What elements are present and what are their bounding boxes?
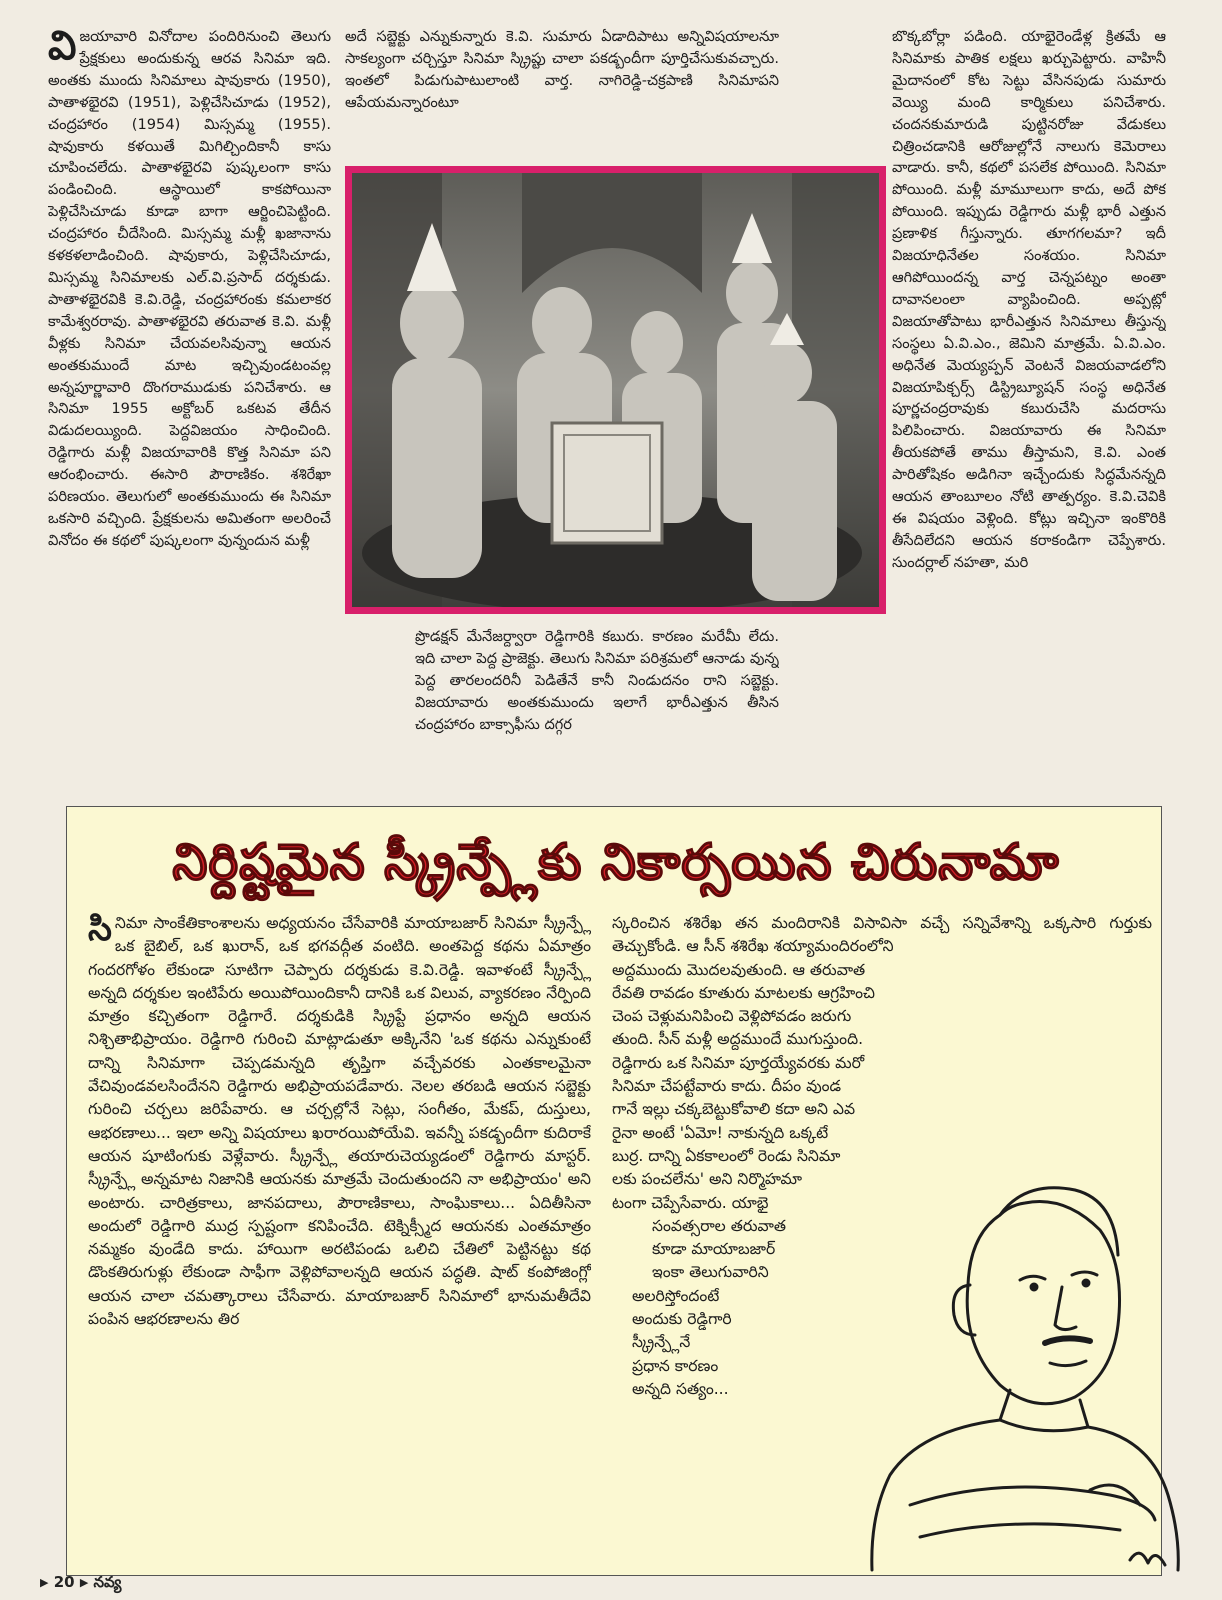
feature-column-left (88, 912, 591, 1562)
article-paragraph: బొక్కబోర్లా పడింది. యాభైరెండేళ్ల క్రితమే ఆ సినిమాకు పాతిక లక్షలు ఖర్చుపెట్టారు. వాహినీ మైదానంలో కోట సెట్టు వేసినపుడు సుమారు వెయ్యి మంది కార్మికులు పనిచేశారు. చందనకుమారుడి పుట్టినరోజు వేడుకలు చిత్రించడానికి ఆరోజుల్లోనే నాలుగు కెమెరాలు వాడారు. కానీ, కథలో పసలేక పోయింది. సినిమా పోయింది. మళ్లీ మామూలుగా కాదు, అదే పోక పోయింది. ఇప్పుడు రెడ్డిగారు మళ్లీ భారీ ఎత్తున ప్రణాళిక గీస్తున్నారు. తూగగలమా? ఇదీ విజయాధినేతల సంశయం. సినిమా ఆగిపోయిందన్న వార్త చెన్నపట్నం అంతా దావానలంలా వ్యాపించింది. అప్పట్లో విజయాతోపాటు భారీఎత్తున సినిమాలు తీస్తున్న సంస్థలు ఏ.వి.ఎం., జెమిని మాత్రమే. ఏ.వి.ఎం. అధినేత మెయ్యప్పన్ వెంటనే విజయవాడలోని విజయాపిక్చర్స్ డిస్ట్రిబ్యూషన్ సంస్థ అధినేత పూర్ణచంద్రరావుకు కబురుచేసి మదరాసు పిలిపించారు. విజయావారు ఈ సినిమా తీయకపోతే తాము తీస్తామని, కె.వి. ఎంత పారితోషికం అడిగినా ఇచ్చేందుకు సిద్ధమేనన్నది ఆయన తాంబూలం నోటి తాత్పర్యం. కె.వి.చెవికి ఈ విషయం వెళ్లింది. కోట్లు ఇచ్చినా ఇంకొరికి తీసేదిలేదని ఆయన కరాకండిగా చెప్పేశారు. సుందర్లాల్ నహతా, మరి (892, 28, 1166, 571)
feature-line: తుంది. సీన్ మళ్లీ అద్దముందే ముగుస్తుంది. (612, 1030, 864, 1049)
feature-line: అందుకు రెడ్డిగారి (632, 1310, 732, 1329)
feature-line: గానే ఇల్లు చక్కబెట్టుకోవాలి కదా అని ఎవ (612, 1100, 856, 1119)
feature-line: ప్రధాన కారణం (632, 1356, 719, 1375)
film-still-image (352, 173, 879, 607)
feature-headline: నిర్దిష్టమైన స్క్రీన్ప్లేకు నికార్సయిన చిరునామా (172, 833, 1060, 891)
feature-paragraph: నిమా సాంకేతికాంశాలను అధ్యయనం చేసేవారికి మాయాబజార్ సినిమా స్క్రీన్ప్లే ఒక బైబిల్, ఒక ఖురాన్, ఒక భగవద్గీత వంటిది. అంతపెద్ద కథను ఏమాత్రం గందరగోళం లేకుండా సూటిగా చెప్పారు దర్శకుడు కె.వి.రెడ్డి. ఇవాళంటే స్క్రీన్ప్లే అన్నది దర్శకుల ఇంటిపేరు అయిపోయిందికానీ దానికి ఒక విలువ, వ్యాకరణం నేర్పింది మాత్రం కచ్చితంగా రెడ్డిగారే. దర్శకుడికి స్క్రిప్టే ప్రధానం అన్నది ఆయన నిశ్చితాభిప్రాయం. రెడ్డిగారి గురించి మాట్లాడుతూ అక్కినేని 'ఒక కథను ఎన్నుకుంటే దాన్ని సినిమాగా చెప్పడమన్నది తృప్తిగా వచ్చేవరకు ఎంతకాలమైనా వేచివుండవలసిందేనని రెడ్డిగారు అభిప్రాయపడేవారు. నెలల తరబడి ఆయన సబ్జెక్టు గురించి చర్చలు జరిపేవారు. ఆ చర్చల్లోనే సెట్లు, సంగీతం, మేకప్, దుస్తులు, ఆభరణాలు... ఇలా అన్ని విషయాలు ఖరారయిపోయేవి. ఇవన్నీ పకడ్బందీగా కుదిరాకే ఆయన షూటింగుకు వెళ్లేవారు. స్క్రీన్ప్లే తయారుచెయ్యడంలో రెడ్డిగారు మాస్టర్. స్క్రీన్ప్లే అన్నమాట నిజానికి ఆయనకు మాత్రమే చెందుతుందని నా అభిప్రాయం' అని అంటారు. చారిత్రకాలు, జానపదాలు, పౌరాణికాలు, సాంఘికాలు... ఏదితీసినా అందులో రెడ్డిగారి ముద్ర స్పష్టంగా కనిపించేది. టెక్నిక్స్మీద ఆయనకు ఎంతమాత్రం నమ్మకం వుండేది కాదు. హాయిగా అరటిపండు ఒలిచి చేతిలో పెట్టినట్టు కథ డొంకతిరుగుళ్లు లేకుండా సాఫీగా వెళ్లిపోవాలన్నది ఆయన పద్ధతి. షాట్ కంపోజింగ్లో ఆయన చాలా చమత్కారాలు చేసేవారు. మాయాబజార్ సినిమాలో భానుమతీదేవి పంపిన ఆభరణాలను తిర (88, 914, 591, 1329)
feature-line: కూడా మాయాబజార్ (652, 1240, 776, 1259)
photo-wrap-spacer (804, 158, 892, 606)
feature-line: ఇంకా తెలుగువారిని (652, 1263, 769, 1282)
feature-line: అద్దముందు మొదలవుతుంది. ఆ తరువాత (612, 960, 866, 979)
film-still-illustration (352, 173, 879, 607)
feature-line: స్క్రీన్ప్లేనే (632, 1333, 691, 1352)
triangle-right-icon: ▶ (79, 1576, 89, 1589)
feature-line: అన్నది సత్యం... (632, 1379, 729, 1398)
page-number: 20 (53, 1573, 75, 1591)
feature-line: బుర్ర. దాన్ని ఏకకాలంలో రెండు సినిమా (612, 1146, 841, 1165)
drop-cap: సి (88, 912, 112, 949)
article-column-1 (48, 26, 331, 786)
feature-line: లకు పంచలేను' అని నిర్మొహమా (612, 1170, 803, 1189)
triangle-right-icon: ▶ (40, 1576, 49, 1589)
page-footer (40, 1573, 121, 1595)
feature-line: సంవత్సరాల తరువాత (652, 1216, 786, 1235)
feature-line: సినిమా చేపట్టేవారు కాదు. దీపం వుండ (612, 1077, 842, 1096)
feature-line: రెడ్డిగారు ఒక సినిమా పూర్తయ్యేవరకు మరో (612, 1053, 865, 1072)
feature-line: రేవతి రావడం కూతురు మాటలకు ఆగ్రహించి (612, 983, 875, 1002)
feature-line: చెంప చెళ్లుమనిపించి వెళ్లిపోవడం జరుగు (612, 1007, 852, 1026)
director-sketch-illustration (850, 1175, 1190, 1575)
feature-line: రైనా అంటే 'ఏమో! నాకున్నది ఒక్కటే (612, 1123, 829, 1142)
magazine-name: నవ్య (93, 1573, 122, 1591)
article-column-2-bottom (415, 626, 779, 786)
article-column-2-top (345, 26, 779, 160)
article-paragraph: అదే సబ్జెక్టు ఎన్నుకున్నారు కె.వి. సుమారు ఏడాదిపాటు అన్నివిషయాలనూ సాకల్యంగా చర్చిస్తూ సినిమా స్క్రిప్టు చాలా పకడ్బందీగా పూర్తిచేసుకువచ్చారు. ఇంతలో పిడుగుపాటులాంటి వార్త. నాగిరెడ్డి-చక్రపాణి సినిమాపని ఆపేయమన్నారంటూ (345, 28, 779, 111)
article-column-3 (804, 26, 1166, 786)
feature-line: టంగా చెప్పేసేవారు. యాభై (612, 1193, 769, 1212)
article-paragraph: జయావారి వినోదాల పందిరినుంచి తెలుగు ప్రేక్షకులు అందుకున్న ఆరవ సినిమా ఇది. అంతకు ముందు సినిమాలు షావుకారు (1950), పాతాళభైరవి (1951), పెళ్లిచేసిచూడు (1952), చంద్రహారం (1954) మిస్సమ్మ (1955). షావుకారు కళయితే మిగిల్చిందికానీ కాసు చూపించలేదు. పాతాళభైరవి పుష్కలంగా కాసు పండించింది. ఆస్థాయిలో కాకపోయినా పెళ్లిచేసిచూడు కూడా బాగా ఆర్జించిపెట్టింది. చంద్రహారం చీదేసింది. మిస్సమ్మ మళ్లీ ఖజానాను కళకళలాడించింది. షావుకారు, పెళ్లిచేసిచూడు, మిస్సమ్మ సినిమాలకు ఎల్.వి.ప్రసాద్ దర్శకుడు. పాతాళభైరవికి కె.వి.రెడ్డి, చంద్రహారంకు కమలాకర కామేశ్వరరావు. పాతాళభైరవి తరువాత కె.వి. మళ్లీ వీళ్లకు సినిమా చేయవలసివున్నా ఆయన అంతకుముందే మాట ఇచ్చివుండటంవల్ల అన్నపూర్ణావారి దొంగరాముడుకు పనిచేశారు. ఆ సినిమా 1955 అక్టోబర్ ఒకటవ తేదీన విడుదలయ్యింది. పెద్దవిజయం సాధించింది. రెడ్డిగారు మళ్లీ విజయావారికి కొత్త సినిమా పని ఆరంభించారు. ఈసారి పౌరాణికం. శశిరేఖా పరిణయం. తెలుగులో అంతకుముందు ఈ సినిమా ఒకసారి వచ్చింది. ప్రేక్షకులను అమితంగా అలరించే వినోదం ఈ కథలో పుష్కలంగా వున్నందున మళ్లీ (48, 28, 331, 549)
drop-cap: వి (48, 26, 77, 69)
article-paragraph: ప్రొడక్షన్ మేనేజర్ద్వారా రెడ్డిగారికి కబురు. కారణం మరేమీ లేదు. ఇది చాలా పెద్ద ప్రాజెక్టు. తెలుగు సినిమా పరిశ్రమలో ఆనాడు వున్న పెద్ద తారలందరినీ పెడితేనే కానీ నిండుదనం రాని సబ్జెక్టు. విజయావారు అంతకుముందు ఇలాగే భారీఎత్తున తీసిన చంద్రహారం బాక్సాఫీసు దగ్గర (415, 628, 779, 733)
feature-line: అలరిస్తోందంటే (632, 1286, 720, 1305)
feature-line: స్కరించిన శశిరేఖ తన మందిరానికి విసావిసా వచ్చే సన్నివేశాన్ని ఒక్కసారి గుర్తుకు తెచ్చుకోండి. ఆ సీన్ శశిరేఖ శయ్యామందిరంలోని (612, 914, 1152, 956)
